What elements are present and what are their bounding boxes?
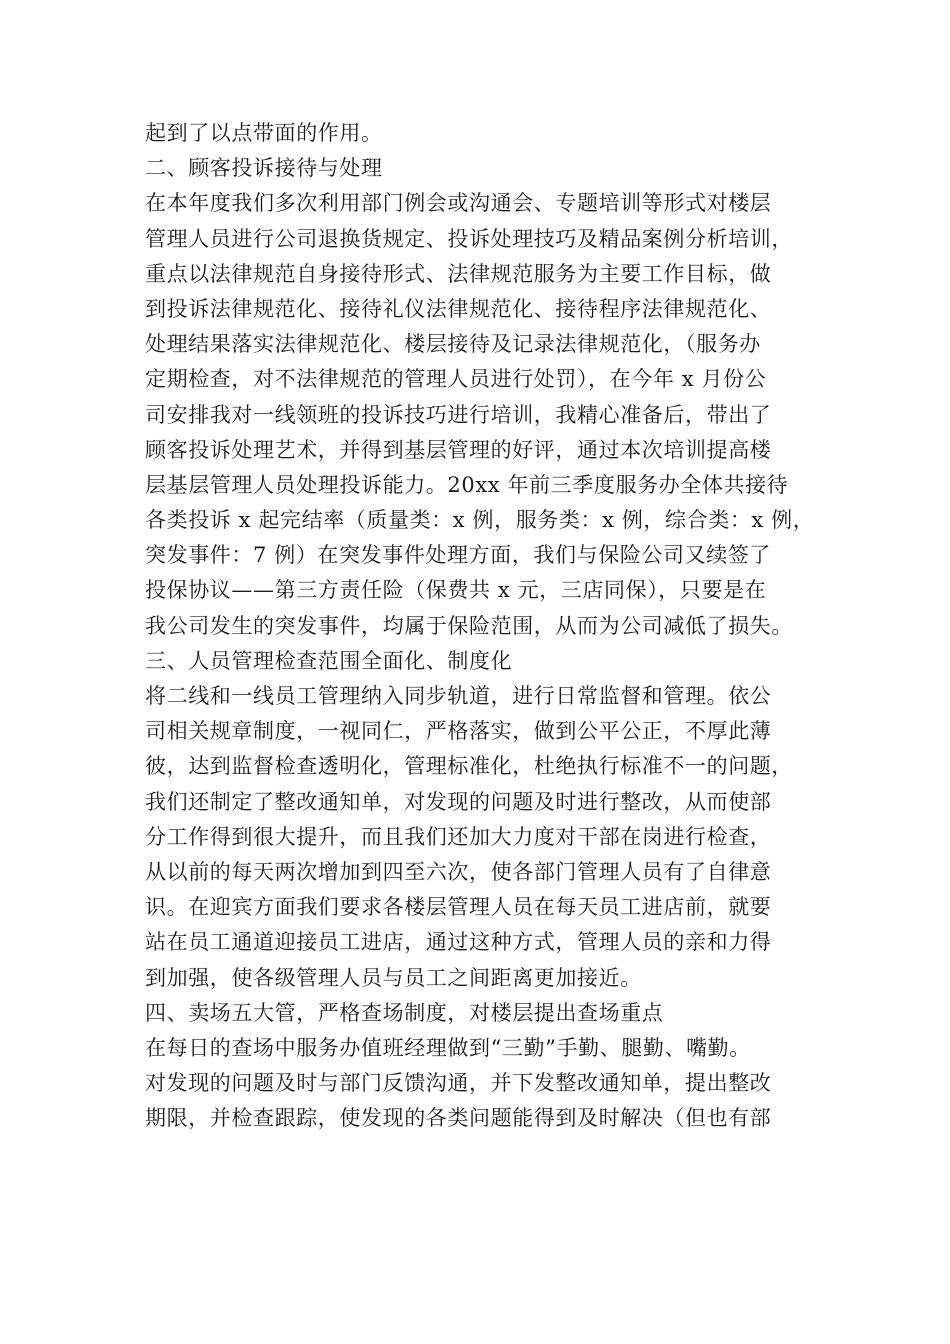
text-line: 投保协议——第三方责任险（保费共 x 元，三店同保），只要是在 (145, 578, 767, 603)
text-line: 重点以法律规范自身接待形式、法律规范服务为主要工作目标，做 (145, 261, 772, 286)
text-line: 将二线和一线员工管理纳入同步轨道，进行日常监督和管理。依公 (145, 684, 772, 708)
text-line: 突发事件：7 例）在突发事件处理方面，我们与保险公司又续签了 (145, 543, 772, 568)
section-heading-3: 三、人员管理检查范围全面化、制度化 (145, 648, 513, 673)
text-line: 定期检查，对不法律规范的管理人员进行处罚），在今年 x 月份公 (145, 367, 767, 392)
text-line: 彼，达到监督检查透明化，管理标准化，杜绝执行标准不一的问题， (145, 754, 793, 779)
text-line: 在本年度我们多次利用部门例会或沟通会、专题培训等形式对楼层 (145, 191, 772, 216)
text-line: 站在员工通道迎接员工进店，通过这种方式，管理人员的亲和力得 (145, 930, 772, 955)
text-line: 司安排我对一线领班的投诉技巧进行培训，我精心准备后，带出了 (145, 402, 772, 427)
text-line: 层基层管理人员处理投诉能力。20xx 年前三季度服务办全体共接待 (145, 472, 789, 497)
text-line: 我们还制定了整改通知单，对发现的问题及时进行整改，从而使部 (145, 789, 772, 814)
text-line: 从以前的每天两次增加到四至六次，使各部门管理人员有了自律意 (145, 859, 772, 884)
text-line: 到加强，使各级管理人员与员工之间距离更加接近。 (145, 965, 642, 990)
text-line: 期限，并检查跟踪，使发现的各类问题能得到及时解决（但也有部 (145, 1106, 772, 1131)
text-line: 分工作得到很大提升，而且我们还加大力度对干部在岗进行检查， (145, 824, 772, 849)
text-line: 在每日的查场中服务办值班经理做到“三勤”手勤、腿勤、嘴勤。 (145, 1035, 751, 1060)
text-line: 各类投诉 x 起完结率（质量类：x 例，服务类：x 例，综合类：x 例， (145, 508, 815, 533)
section-heading-2: 二、顾客投诉接待与处理 (145, 156, 383, 181)
text-line: 识。在迎宾方面我们要求各楼层管理人员在每天员工进店前，就要 (145, 895, 772, 920)
document-body (145, 116, 815, 1136)
section-heading-4: 四、卖场五大管，严格查场制度，对楼层提出查场重点 (145, 1000, 664, 1025)
text-line: 我公司发生的突发事件，均属于保险范围，从而为公司减低了损失。 (145, 613, 793, 638)
text-line: 处理结果落实法律规范化、楼层接待及记录法律规范化，（服务办 (145, 332, 761, 357)
text-line: 司相关规章制度，一视同仁，严格落实，做到公平公正，不厚此薄 (145, 719, 772, 744)
text-line: 管理人员进行公司退换货规定、投诉处理技巧及精品案例分析培训， (145, 226, 793, 251)
text-line: 对发现的问题及时与部门反馈沟通，并下发整改通知单，提出整改 (145, 1071, 772, 1096)
text-line: 起到了以点带面的作用。 (145, 121, 383, 145)
text-line: 顾客投诉处理艺术，并得到基层管理的好评，通过本次培训提高楼 (145, 437, 772, 462)
text-line: 到投诉法律规范化、接待礼仪法律规范化、接待程序法律规范化、 (145, 296, 772, 321)
